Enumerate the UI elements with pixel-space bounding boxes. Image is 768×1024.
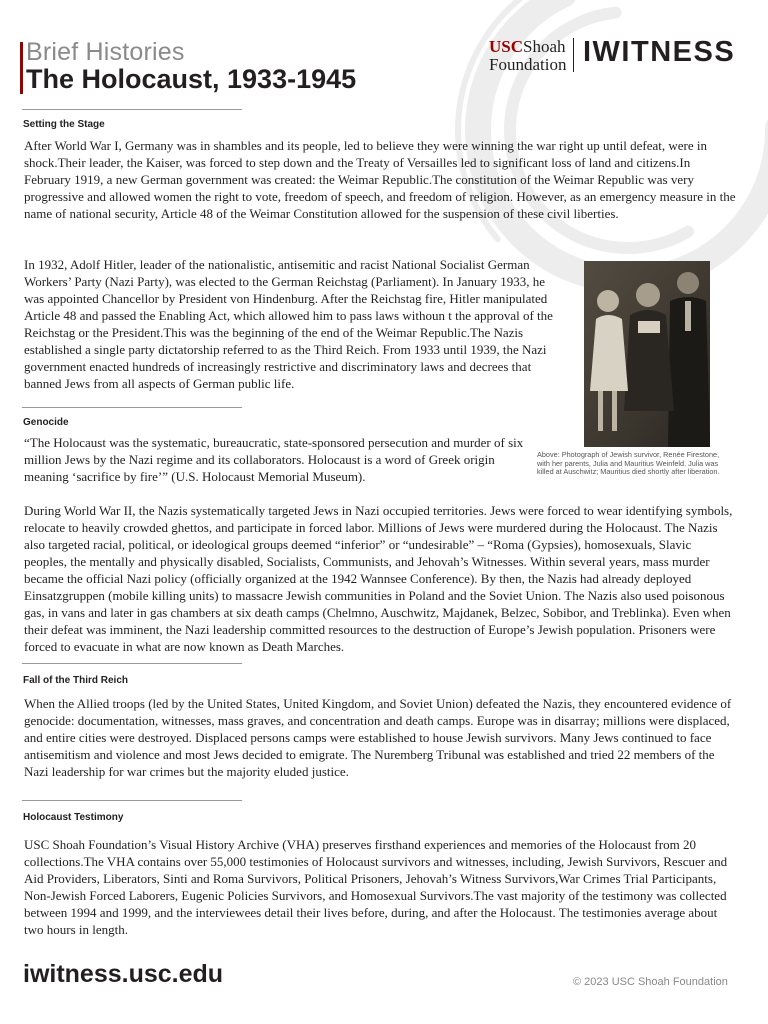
series-kicker: Brief Histories xyxy=(26,38,185,66)
iwitness-logo: IWITNESS xyxy=(583,36,736,68)
section-divider xyxy=(22,663,242,664)
section-title-fall-of-the-third-reich: Fall of the Third Reich xyxy=(23,675,129,686)
section-divider xyxy=(22,109,242,110)
usc-shoah-foundation-logo xyxy=(489,38,566,74)
section-title-genocide: Genocide xyxy=(23,417,69,428)
paragraph: In 1932, Adolf Hitler, leader of the nationalistic, antisemitic and racist National Socialist German Workers’ Party (Nazi Party), was elected to the German Reichstag (Parliament). In January 1933, he was appointed Chancellor by President von Hindenburg. After the Reichstag fire, Hitler manipulated Article 48 and passed the Enabling Act, which allowed him to pass laws withoun t the approval of the Reichstag or the President.This was the beginning of the end of the Weimar Republic.The Nazis established a single party dictatorship referred to as the Third Reich. From 1933 until 1939, the Nazi government enacted hundreds of increasingly restrictive and discriminatory laws and decrees that banned Jews from all aspects of German public life. xyxy=(24,257,553,391)
family-photograph xyxy=(584,261,710,447)
footer-url-link[interactable]: iwitness.usc.edu xyxy=(23,960,224,988)
quote-paragraph: “The Holocaust was the systematic, bureaucratic, state-sponsored persecution and murder of six million Jews by the Nazi regime and its collaborators. Holocaust is a word of Greek origin meaning ‘sacrifice by fire’” (U.S. Holocaust Memorial Museum). xyxy=(24,435,524,484)
section-title-holocaust-testimony: Holocaust Testimony xyxy=(23,812,124,823)
page-title: The Holocaust, 1933-1945 xyxy=(26,64,357,94)
title-accent-bar xyxy=(20,42,23,94)
paragraph: USC Shoah Foundation’s Visual History Archive (VHA) preserves firsthand experiences and memories of the Holocaust from 20 collections.The VHA contains over 55,000 testimonies of Holocaust survivors and witnesses, including, Jewish Survivors, Rescuer and Aid Providers, Liberators, Sinti and Roma Survivors, Political Prisoners, Jehovah’s Witness Survivors,War Crimes Trial Participants, Non-Jewish Forced Laborers, Eugenic Policies Survivors, and Homosexual Survivors.The vast majority of the testimony was collected between 1994 and 1999, and the interviewees detail their lives before, during, and after the Holocaust. The testimonies average about two hours in length. xyxy=(24,837,728,937)
paragraph: After World War I, Germany was in shambles and its people, led to believe they were winning the war right up until defeat, were in shock.Their leader, the Kaiser, was forced to step down and the Treaty of Versailles led to significant loss of land and citizens.In February 1919, a new German government was created: the Weimar Republic.The constitution of the Weimar Republic was very progressive and allowed women the right to vote, freedom of speech, and freedom of religion. However, as an emergency measure in the name of national security, Article 48 of the Weimar Constitution allowed for the suspension of these civil liberties. xyxy=(24,138,736,221)
logo-divider xyxy=(573,38,574,72)
page-header xyxy=(20,38,760,108)
logo-shoah-text: Shoah xyxy=(523,37,566,56)
logo-foundation-text: Foundation xyxy=(489,55,567,74)
logo-usc-text: USC xyxy=(489,37,524,56)
copyright-notice: © 2023 USC Shoah Foundation xyxy=(573,976,728,988)
paragraph: During World War II, the Nazis systematically targeted Jews in Nazi occupied territories. Jews were forced to wear identifying symbols, relocate to heavily crowded ghettos, and participate in forced labor. Millions of Jews were murdered during the Holocaust. The Nazis also targeted racial, political, or ideological groups deemed “inferior” or “undesirable” – “Roma (Gypsies), homosexuals, Slavic peoples, the mentally and physically disabled, Socialists, Communists, and Jehovah’s Witnesses. Within several years, mass murder became the official Nazi policy (officially organized at the 1942 Wannsee Conference). By then, the Nazis had already deployed Einsatzgruppen (mobile killing units) to massacre Jewish communities in Poland and the Soviet Union. The Nazis also used poisonous gas, in vans and later in gas chambers at six death camps (Chelmno, Auschwitz, Majdanek, Belzec, Sobibor, and Treblinka). Even when their defeat was imminent, the Nazi leadership committed resources to the destruction of Europe’s Jewish population. Prisoners were forced to evacuate in what are now known as Death Marches. xyxy=(24,503,733,654)
section-title-setting-the-stage: Setting the Stage xyxy=(23,119,105,130)
photo-caption: Above: Photograph of Jewish survivor, Renée Firestone, with her parents, Julia and Mauritius Weinfeld. Julia was killed at Auschwitz; Mauritius died shortly after liberation. xyxy=(537,450,720,476)
section-divider xyxy=(22,800,242,801)
section-divider xyxy=(22,407,242,408)
paragraph: When the Allied troops (led by the United States, United Kingdom, and Soviet Union) defeated the Nazis, they encountered evidence of genocide: documentation, witnesses, mass graves, and concentration and death camps. Europe was in disarray; millions were displaced, and entire cities were destroyed. Displaced persons camps were established to house Jewish survivors. Many Jews continued to face antisemitism and violence and most Jews decided to emigrate. The Nuremberg Tribunal was established and tried 22 members of the Nazi leadership for war crimes but the majority eluded justice. xyxy=(24,696,732,779)
